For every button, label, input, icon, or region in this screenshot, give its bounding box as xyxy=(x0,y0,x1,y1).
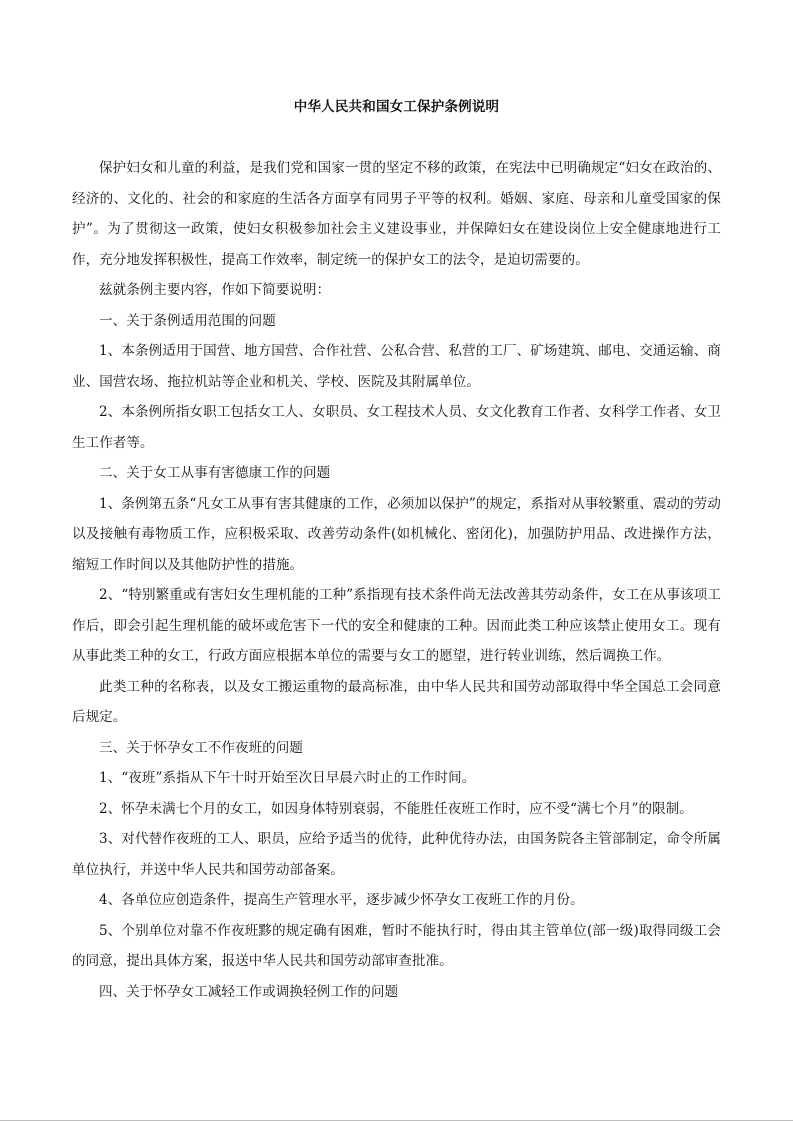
paragraph-2-2: 2、“特别繁重或有害妇女生理机能的工种”系指现有技术条件尚无法改善其劳动条件，女工在从事该项工作后，即会引起生理机能的破坏或危害下一代的安全和健康的工种。因而此类工种应该禁止使用女工。现有从事此类工种的女工，行政方面应根据本单位的需要与女工的愿望，进行转业训练，然后调换工作。 xyxy=(72,587,721,664)
section-heading-3: 三、关于怀孕女工不作夜班的问题 xyxy=(99,739,303,756)
page-bottom-divider xyxy=(0,1120,793,1121)
section-heading-2: 二、关于女工从事有害德康工作的问题 xyxy=(99,465,331,481)
paragraph-1-2: 2、本条例所指女职工包括女工人、女职员、女工程技术人员、女文化教育工作者、女科学工作者、女卫生工作者等。 xyxy=(72,404,721,451)
paragraph-policy-intro: 保护妇女和儿童的利益，是我们党和国家一贯的坚定不移的政策，在宪法中已明确规定“妇女在政治的、经济的、文化的、社会的和家庭的生活各方面享有同男子平等的权利。婚姻、家庭、母亲和儿童受国家的保护”。为了贯彻这一政策，使妇女积极参加社会主义建设事业，并保障妇女在建设岗位上安全健康地进行工作，充分地发挥积极性，提高工作效率，制定统一的保护女工的法令，是迫切需要的。 xyxy=(72,160,721,268)
paragraph-3-1: 1、“夜班”系指从下午十时开始至次日早晨六时止的工作时间。 xyxy=(99,770,476,786)
paragraph-2-1: 1、条例第五条“凡女工从事有害其健康的工作，必须加以保护”的规定，系指对从事较繁重、震动的劳动以及接触有毒物质工作，应积极采取、改善劳动条件(如机械化、密闭化)，加强防护用品、改进操作方法，缩短工作时间以及其他防护性的措施。 xyxy=(72,495,721,573)
paragraph-2-3: 此类工种的名称表，以及女工搬运重物的最高标准，由中华人民共和国劳动部取得中华全国总工会同意后规定。 xyxy=(72,678,721,725)
section-heading-1: 一、关于条例适用范围的问题 xyxy=(99,312,276,329)
paragraph-3-3: 3、对代替作夜班的工人、职员，应给予适当的优待，此种优待办法，由国务院各主管部制定，命令所属单位执行，并送中华人民共和国劳动部备案。 xyxy=(72,831,721,878)
paragraph-summary-note: 兹就条例主要内容，作如下简要说明： xyxy=(99,282,331,298)
paragraph-3-5: 5、个别单位对靠不作夜班黟的规定确有困难，暂时不能执行时，得由其主管单位(部一级)取得同级工会的同意，提出具体方案，报送中华人民共和国劳动部审查批准。 xyxy=(72,922,721,969)
paragraph-1-1: 1、本条例适用于国营、地方国营、合作社营、公私合营、私营的工厂、矿场建筑、邮电、交通运输、商业、国营农场、拖拉机站等企业和机关、学校、医院及其附属单位。 xyxy=(72,343,721,390)
paragraph-3-2: 2、怀孕未满七个月的女工，如因身体特别衰弱，不能胜任夜班工作时，应不受“满七个月”的限制。 xyxy=(99,800,693,817)
document-title: 中华人民共和国女工保护条例说明 xyxy=(293,99,500,115)
paragraph-3-4: 4、各单位应创造条件，提高生产管理水平，逐步减少怀孕女工夜班工作的月份。 xyxy=(99,892,584,908)
document-body xyxy=(72,153,721,1007)
section-heading-4: 四、关于怀孕女工减轻工作或调换轻例工作的问题 xyxy=(99,983,399,1000)
